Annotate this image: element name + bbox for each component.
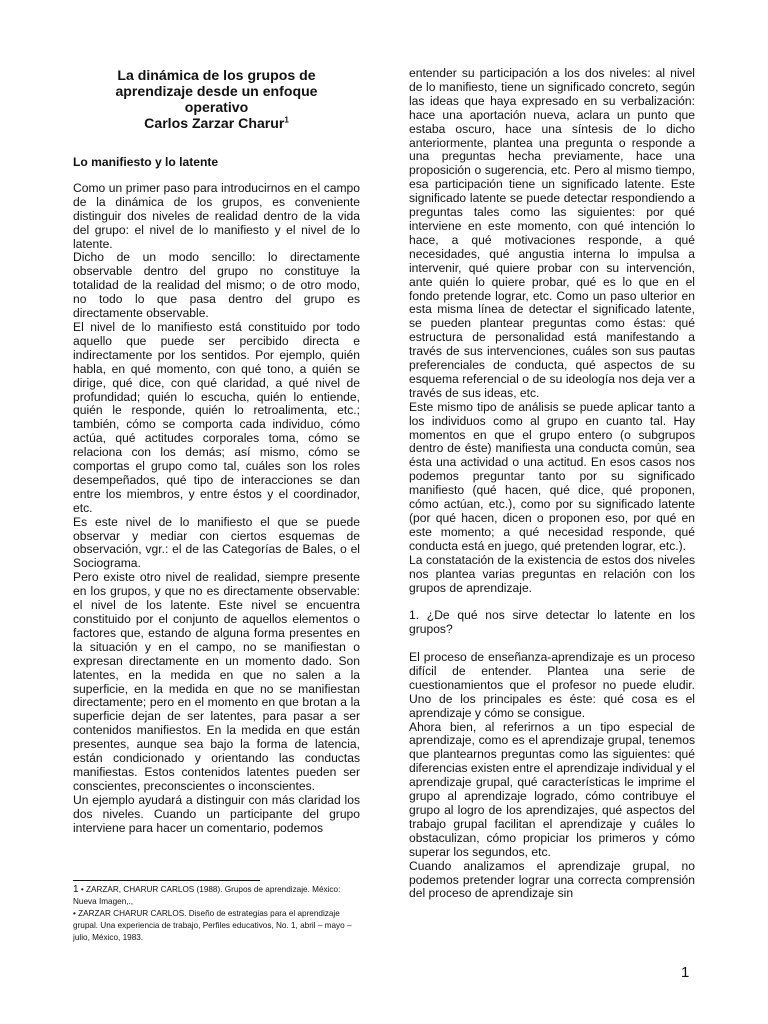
author-footnote-ref: 1 (284, 115, 289, 125)
paragraph: El proceso de enseñanza-aprendizaje es un proceso difícil de entender. Plantea una serie de cuestionamientos que el profesor no puede eludir. Uno de los principales es éste: qué cosa es el aprendizaje y cómo se consigue. (409, 650, 695, 720)
paragraph: Es este nivel de lo manifiesto el que se puede observar y mediar con ciertos esquemas de observación, vgr.: el de las Categorías de Bales, o el Sociograma. (73, 514, 360, 571)
page-number: 1 (681, 964, 690, 981)
paragraph: Ahora bien, al referirnos a un tipo especial de aprendizaje, como es el aprendizaje grupal, tenemos que plantearnos preguntas como las siguientes: qué diferencias existen entre el aprendizaje individual y el aprendizaje grupal, qué características le imprime el grupo al aprendizaje logrado, cómo contribuye el grupo al logro de los aprendizajes, qué aspectos del trabajo grupal facilitan el aprendizaje y cuáles lo obstaculizan, cómo propiciar los primeros y cómo superar los segundos, etc. (409, 719, 695, 859)
footnote (73, 880, 363, 944)
footnote-marker: 1 (73, 884, 79, 895)
title-line-1: La dinámica de los grupos de (117, 67, 316, 83)
left-column (73, 67, 360, 836)
paragraph: Un ejemplo ayudará a distinguir con más claridad los dos niveles. Cuando un participante del grupo interviene para hacer un comentario, podemos (73, 792, 360, 835)
bullet-icon: • (80, 885, 84, 894)
paragraph: Este mismo tipo de análisis se puede aplicar tanto a los individuos como al grupo en cuanto tal. Hay momentos en que el grupo entero (o subgrupos dentro de éste) manifiesta una conducta común, sea ésta una actividad o una actitud. En esos casos nos podemos preguntar tanto por su significado manifiesto (qué hacen, qué dice, qué proponen, cómo actúan, etc.), como por su significado latente (por qué hacen, dicen o proponen eso, por qué en este momento; a qué necesidad responde, qué conducta está en juego, qué pretenden lograr, etc.). (409, 399, 695, 553)
paragraph: El nivel de lo manifiesto está constituido por todo aquello que puede ser percibido directa e indirectamente por los sentidos. Por ejemplo, quién habla, en qué momento, con qué tono, a quién se dirige, qué dice, con qué claridad, a qué nivel de profundidad; quién lo escucha, quién lo entiende, quién le responde, quién lo retroalimenta, etc.; también, cómo se comporta cada individuo, cómo actúa, qué actitudes corporales toma, cómo se relaciona con los demás; así mismo, cómo se comportas el grupo como tal, cuáles son los roles desempeñados, qué tipo de interacciones se dan entre los miembros, y entre éstos y el coordinador, etc. (73, 319, 360, 515)
paragraph: La constatación de la existencia de estos dos niveles nos plantea varias preguntas en relación con los grupos de aprendizaje. (409, 552, 695, 595)
section-heading: Lo manifiesto y lo latente (73, 155, 219, 169)
paragraph: Pero existe otro nivel de realidad, siempre presente en los grupos, y que no es directamente observable: el nivel de los latente. Este nivel se encuentra constituido por el conjunto de aquellos elementos o factores que, estando de alguna forma presentes en la situación y en el campo, no se manifiestan o expresan directamente en un momento dado. Son latentes, en la medida en que no salen a la superficie, en la medida en que no se manifiestan directamente; pero en el momento en que brotan a la superficie dejan de ser latentes, para pasar a ser contenidos manifiestos. En la medida en que están presentes, aunque sea bajo la forma de latencia, están condicionado y orientando las conductas manifiestas. Estos contenidos latentes pueden ser conscientes, preconscientes o inconscientes. (73, 570, 360, 793)
title-line-3: operativo (184, 99, 249, 115)
footnote-rule (73, 880, 260, 881)
paragraph: Dicho de un modo sencillo: lo directamente observable dentro del grupo no constituye la totalidad de la realidad del mismo; o de otro modo, no todo lo que pasa dentro del grupo es directamente observable. (73, 250, 360, 321)
question-heading: 1. ¿De qué nos sirve detectar lo latente en los grupos? (409, 608, 695, 637)
footnote-entry-1: 1 • ZARZAR, CHARUR CARLOS (1988). Grupos de aprendizaje. México: Nueva Imagen,., (73, 884, 341, 906)
spacer (409, 595, 695, 609)
paragraph: entender su participación a los dos niveles: al nivel de lo manifiesto, tiene un significado concreto, según las ideas que haya expresado en su verbalización: hace una aportación nueva, aclara un punto que estaba oscuro, hace una síntesis de lo dicho anteriormente, plantea una pregunta o responde a una preguntas hecha previamente, hace una proposición o sugerencia, etc. Pero al mismo tiempo, esa participación tiene un significado latente. Este significado latente se puede detectar respondiendo a preguntas tales como las siguientes: por qué interviene en este momento, con qué intención lo hace, a qué motivaciones responde, a qué necesidades, qué angustia interna lo impulsa a intervenir, qué quiere probar con su intervención, ante quién lo quiere probar, qué es lo que en el fondo pretende lograr, etc. Como un paso ulterior en esta misma línea de detectar el significado latente, se pueden plantear preguntas como éstas: qué estructura de personalidad está manifestando a través de sus intervenciones, cuáles son sus pautas preferenciales de conducta, qué aspectos de su esquema referencial o de su ideología nos deja ver a través de sus ideas, etc. (409, 66, 695, 400)
paragraph: Como un primer paso para introducirnos en el campo de la dinámica de los grupos, es conveniente distinguir dos niveles de realidad dentro de la vida del grupo: el nivel de lo manifiesto y el nivel de lo latente. (73, 180, 360, 251)
spacer (409, 637, 695, 651)
author-name: Carlos Zarzar Charur (144, 115, 285, 131)
title-line-2: aprendizaje desde un enfoque (115, 83, 318, 99)
bullet-icon: • (73, 909, 76, 918)
right-column (409, 67, 695, 901)
author-line (73, 115, 360, 131)
paragraph: Cuando analizamos el aprendizaje grupal, no podemos pretender lograr una correcta comprensión del proceso de aprendizaje sin (409, 858, 695, 901)
footnote-entry-2: • ZARZAR CHARUR CARLOS. Diseño de estrategias para el aprendizaje grupal. Una experiencia de trabajo, Perfiles educativos, No. 1, abril – mayo – julio, México, 1983. (73, 909, 352, 942)
document-title (73, 67, 360, 131)
